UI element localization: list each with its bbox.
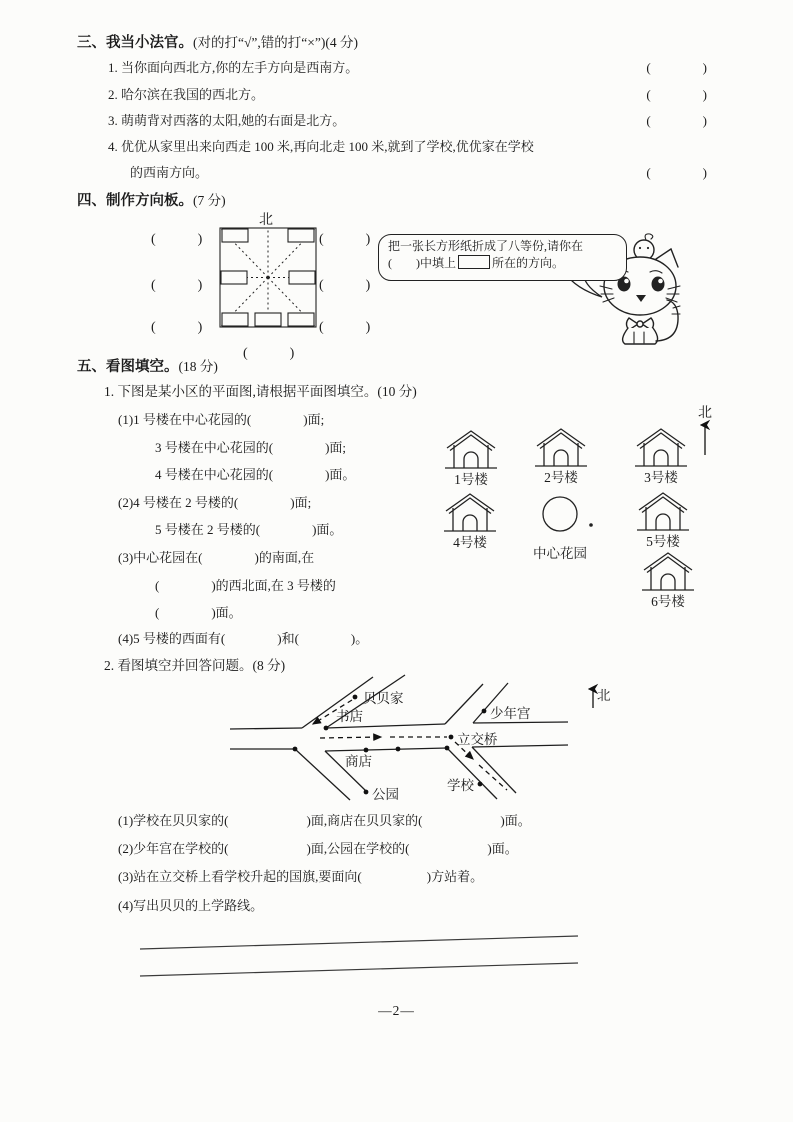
small-dot	[589, 523, 593, 527]
home-dot	[353, 695, 358, 700]
building-5-label: 5号楼	[646, 534, 680, 549]
q1-lead: 1. 下图是某小区的平面图,请根据平面图填空。(10 分)	[104, 384, 417, 399]
bookstore-label: 书店	[336, 709, 363, 724]
bug-antenna	[645, 234, 653, 240]
item-text: 2. 哈尔滨在我国的西北方。	[108, 87, 265, 102]
answer-blank: ( )	[646, 165, 707, 180]
cat-eye-right	[652, 277, 665, 292]
q2-line-3: (3)站在立交桥上看学校升起的国旗,要面向( )方站着。	[118, 869, 484, 884]
section3-heading	[77, 31, 358, 52]
school-label: 学校	[447, 778, 474, 793]
bubble-line2: ( )中填上 所在的方向。	[388, 256, 565, 270]
building-2-icon	[535, 429, 587, 466]
bookstore-dot	[324, 726, 329, 731]
blank-bottom-right: ( )	[319, 320, 371, 335]
q2-line-4: (4)写出贝贝的上学路线。	[118, 898, 264, 913]
direction-board-diagram	[138, 210, 388, 365]
answer-line-1	[140, 936, 578, 949]
section5-heading-text: 五、看图填空。	[77, 359, 179, 375]
q2-line-2: (2)少年宫在学校的( )面,公园在学校的( )面。	[118, 841, 518, 856]
building-3-label: 3号楼	[644, 470, 678, 485]
shop-label: 商店	[345, 754, 372, 769]
blank-mid-right: ( )	[319, 278, 371, 293]
section5-heading	[77, 355, 218, 376]
center-dot	[266, 276, 269, 279]
north-label: 北	[698, 406, 712, 421]
q1-line-2b: 5 号楼在 2 号楼的( )面。	[155, 522, 343, 537]
page-number: —2—	[378, 1003, 415, 1018]
blank-mid-left: ( )	[151, 278, 203, 293]
section4-note: (7 分)	[193, 193, 226, 208]
building-3-icon	[635, 429, 687, 466]
youth-palace-label: 少年宫	[490, 706, 531, 721]
direction-board-square	[220, 228, 316, 327]
blank-top-left: ( )	[151, 232, 203, 247]
building-1-label: 1号楼	[454, 472, 488, 487]
central-garden-icon	[543, 497, 577, 531]
section3-note: (对的打“√”,错的打“×”)(4 分)	[193, 35, 358, 50]
central-garden-label: 中心花园	[533, 546, 587, 561]
community-map-diagram	[428, 398, 728, 618]
overpass-dot	[449, 735, 454, 740]
item-text: 的西南方向。	[130, 165, 209, 180]
park-label: 公园	[372, 787, 399, 802]
speech-bubble	[378, 234, 627, 281]
item-text: 1. 当你面向西北方,你的左手方向是西南方。	[108, 60, 359, 75]
overpass-label: 立交桥	[457, 732, 498, 747]
answer-blank: ( )	[646, 87, 707, 102]
answer-line-2	[140, 963, 578, 976]
direction-board-blanks	[151, 232, 371, 361]
section3-heading-text: 三、我当小法官。	[77, 35, 193, 51]
bubble-line1: 把一张长方形纸折成了八等份,请你在	[388, 239, 584, 253]
cat-body	[623, 328, 658, 344]
building-4-label: 4号楼	[453, 535, 487, 550]
empty-box	[458, 255, 490, 269]
item-text: 4. 优优从家里出来向西走 100 米,再向北走 100 米,就到了学校,优优家在学校	[108, 139, 534, 154]
building-2-label: 2号楼	[544, 470, 578, 485]
answer-blank: ( )	[646, 113, 707, 128]
q1-line-1c: 4 号楼在中心花园的( )面。	[155, 467, 356, 482]
answer-blank: ( )	[646, 60, 707, 75]
q1-line-3b: ( )的西北面,在 3 号楼的	[155, 578, 336, 593]
north-label: 北	[597, 688, 611, 703]
youth-palace-dot	[482, 709, 487, 714]
school-dot	[478, 782, 483, 787]
building-6-icon	[642, 553, 694, 590]
building-4-icon	[444, 494, 496, 531]
section4-heading	[77, 189, 226, 210]
building-6-label: 6号楼	[651, 594, 685, 609]
building-5-icon	[637, 493, 689, 530]
q1-line-1b: 3 号楼在中心花园的( )面;	[155, 440, 347, 455]
q1-line-3a: (3)中心花园在( )的南面,在	[118, 550, 315, 565]
true-false-item-4	[108, 136, 707, 155]
home-label: 贝贝家	[363, 691, 404, 706]
road-map-diagram	[225, 670, 625, 810]
q1-line-1a: (1)1 号楼在中心花园的( )面;	[118, 412, 325, 427]
true-false-item-2	[108, 84, 707, 103]
blank-bottom-left: ( )	[151, 320, 203, 335]
shop-dot	[364, 748, 369, 753]
q2-lead: 2. 看图填空并回答问题。(8 分)	[104, 658, 286, 673]
section4-heading-text: 四、制作方向板。	[77, 193, 193, 209]
item-text: 3. 萌萌背对西落的太阳,她的右面是北方。	[108, 113, 346, 128]
section5-note: (18 分)	[178, 359, 218, 374]
north-label: 北	[259, 213, 273, 228]
q1-line-2a: (2)4 号楼在 2 号楼的( )面;	[118, 495, 312, 510]
blank-bottom-center: ( )	[243, 346, 295, 361]
building-1-icon	[445, 431, 497, 468]
park-dot	[364, 790, 369, 795]
true-false-item-1	[108, 57, 707, 76]
q1-line-4: (4)5 号楼的西面有( )和( )。	[118, 631, 369, 646]
true-false-item-3	[108, 110, 707, 129]
blank-top-right: ( )	[319, 232, 371, 247]
q2-line-1: (1)学校在贝贝家的( )面,商店在贝贝家的( )面。	[118, 813, 531, 828]
answer-lines	[130, 928, 590, 983]
true-false-item-4-line2	[130, 162, 707, 181]
q1-line-3c: ( )面。	[155, 605, 242, 620]
